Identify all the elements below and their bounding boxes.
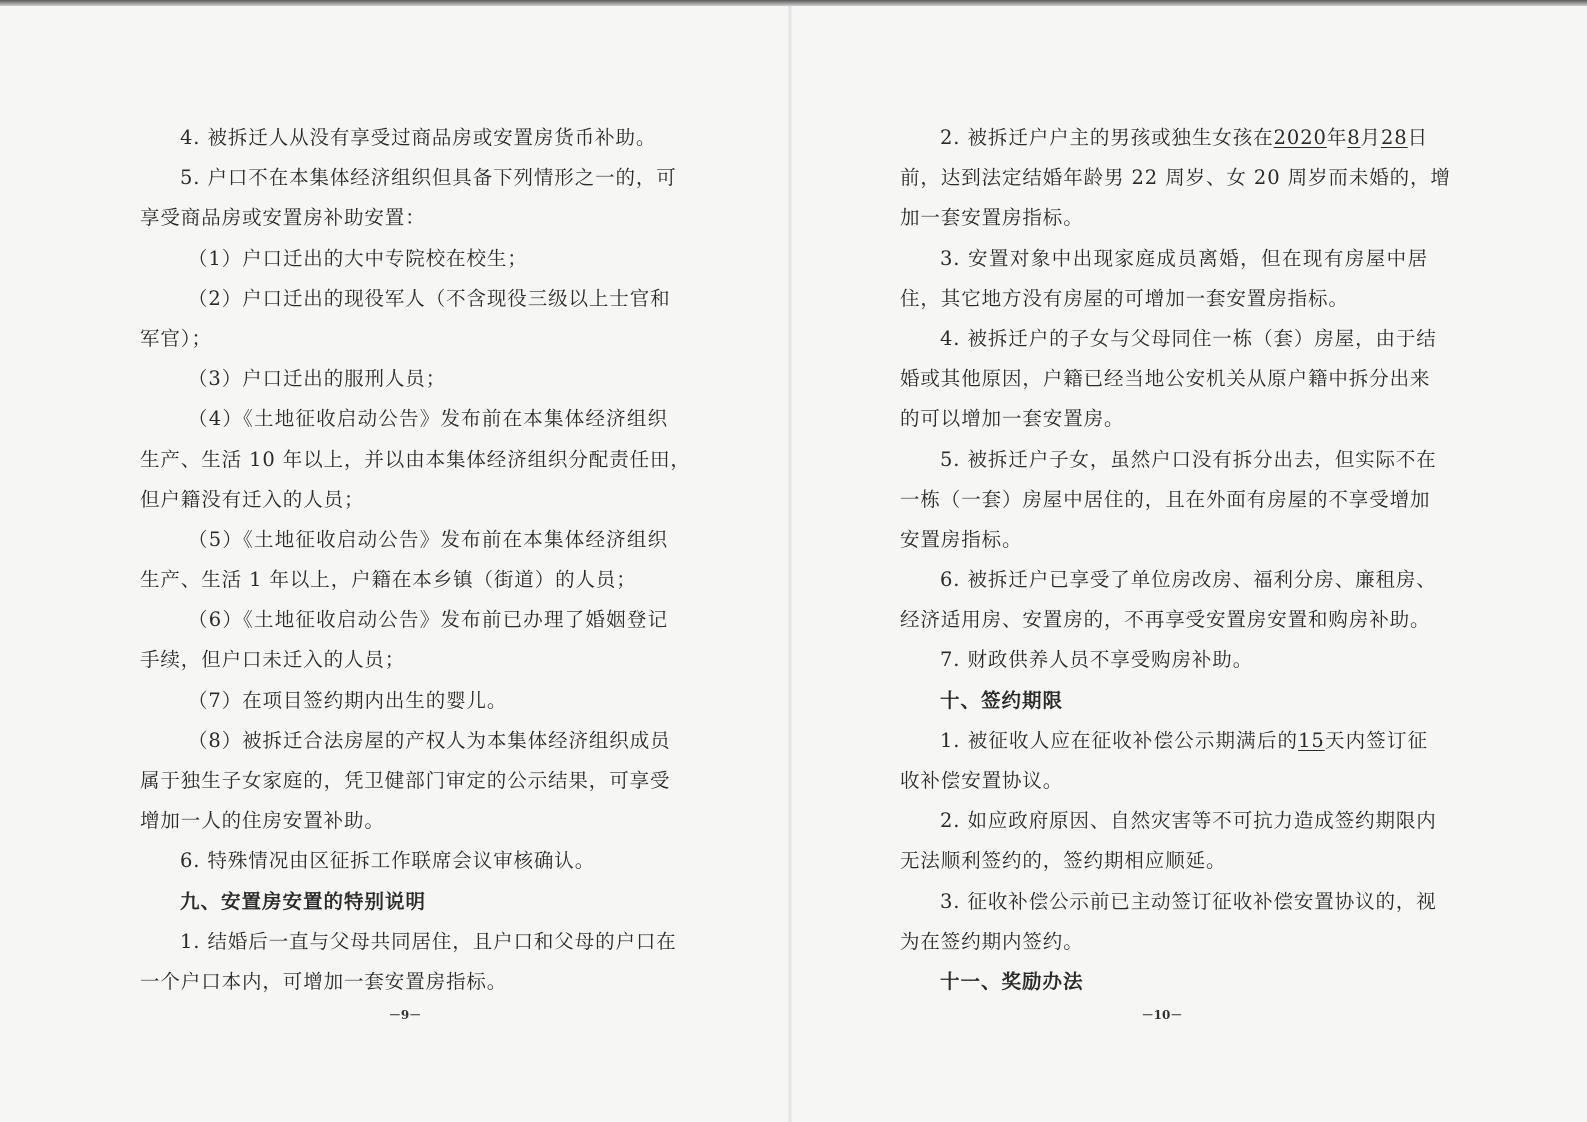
list-item: （2）户口迁出的现役军人（不含现役三级以上士官和: [188, 286, 671, 310]
date-month: 8: [1347, 126, 1361, 149]
list-item: （1）户口迁出的大中专院校在校生；: [188, 246, 528, 270]
paragraph-line: 5. 户口不在本集体经济组织但具备下列情形之一的，可: [180, 166, 677, 190]
list-item: （4）《土地征收启动公告》发布前在本集体经济组织: [188, 407, 668, 431]
paragraph-line: [900, 721, 1428, 761]
paragraph-line: 享受商品房或安置房补助安置：: [140, 206, 426, 230]
paragraph-line: 4. 被拆迁户的子女与父母同住一栋（套）房屋，由于结: [940, 326, 1437, 350]
paragraph-line: 3. 安置对象中出现家庭成员离婚，但在现有房屋中居: [940, 246, 1428, 270]
page-number: －10－: [1141, 1008, 1183, 1022]
paragraph-line: 加一套安置房指标。: [900, 206, 1084, 230]
document-spread: [0, 6, 1587, 1122]
paragraph-line: 属于独生子女家庭的，凭卫健部门审定的公示结果，可享受: [140, 769, 671, 792]
paragraph-line: 婚或其他原因，户籍已经当地公安机关从原户籍中拆分出来: [900, 367, 1431, 391]
paragraph-line: 6. 被拆迁户已享受了单位房改房、福利分房、廉租房、: [940, 568, 1437, 592]
paragraph-line: 增加一人的住房安置补助。: [140, 809, 385, 833]
paragraph-line: 3. 征收补偿公示前已主动签订征收补偿安置协议的，视: [940, 889, 1437, 913]
paragraph-line: 为在签约期内签约。: [900, 929, 1084, 953]
days-value: 15: [1298, 728, 1325, 752]
paragraph-line: 但户籍没有迁入的人员；: [140, 487, 365, 511]
list-item: （6）《土地征收启动公告》发布前已办理了婚姻登记: [188, 608, 668, 632]
paragraph-line: 生产、生活 1 年以上，户籍在本乡镇（街道）的人员；: [140, 568, 637, 592]
line-text: 1. 被征收人应在征收补偿公示期满后的: [940, 728, 1299, 752]
paragraph-line: 4. 被拆迁人从没有享受过商品房或安置房货币补助。: [180, 126, 657, 149]
list-item: （7）在项目签约期内出生的婴儿。: [188, 688, 508, 712]
paragraph-line: 无法顺利签约的，签约期相应顺延。: [900, 849, 1227, 873]
paragraph-line: 住，其它地方没有房屋的可增加一套安置房指标。: [900, 286, 1349, 310]
right-text-column: [900, 118, 1451, 1002]
paragraph-line: 一个户口本内，可增加一套安置房指标。: [140, 969, 508, 993]
paragraph-line: 2. 如应政府原因、自然灾害等不可抗力造成签约期限内: [940, 809, 1437, 833]
paragraph-line: [900, 118, 1428, 158]
date-unit: 日: [1407, 126, 1428, 149]
paragraph-line: 的可以增加一套安置房。: [900, 407, 1125, 431]
paragraph-line: 收补偿安置协议。: [900, 769, 1064, 792]
paragraph-line: 1. 结婚后一直与父母共同居住，且户口和父母的户口在: [180, 929, 677, 953]
page-left: [0, 6, 790, 1122]
paragraph-line: 7. 财政供养人员不享受购房补助。: [940, 648, 1254, 672]
date-unit: 月: [1360, 126, 1381, 149]
paragraph-line: 5. 被拆迁户子女，虽然户口没有拆分出去，但实际不在: [940, 447, 1437, 471]
list-item: （5）《土地征收启动公告》发布前在本集体经济组织: [188, 527, 668, 551]
section-heading: 九、安置房安置的特别说明: [180, 889, 427, 913]
page-right: [790, 6, 1587, 1122]
left-text-column: [140, 118, 691, 1002]
paragraph-line: 军官）；: [140, 326, 212, 350]
date-day: 28: [1380, 126, 1408, 149]
paragraph-line: 生产、生活 10 年以上，并以由本集体经济组织分配责任田，: [140, 447, 691, 471]
paragraph-line: 手续，但户口未迁入的人员；: [140, 648, 406, 672]
page-number: －9－: [388, 1008, 422, 1022]
section-heading: 十、签约期限: [940, 688, 1064, 712]
paragraph-line: 一栋（一套）房屋中居住的，且在外面有房屋的不享受增加: [900, 487, 1431, 511]
line-text: 天内签订征: [1324, 728, 1428, 752]
paragraph-line: 经济适用房、安置房的，不再享受安置房安置和购房补助。: [900, 608, 1431, 632]
date-unit: 年: [1326, 126, 1348, 149]
date-year: 2020: [1273, 126, 1327, 149]
paragraph-line: 6. 特殊情况由区征拆工作联席会议审核确认。: [180, 849, 596, 873]
list-item: （8）被拆迁合法房屋的产权人为本集体经济组织成员: [188, 728, 671, 752]
paragraph-line: 安置房指标。: [900, 527, 1023, 551]
list-item: （3）户口迁出的服刑人员；: [188, 367, 447, 391]
line-text: 2. 被拆迁户户主的男孩或独生女孩在: [940, 126, 1274, 149]
paragraph-line: 前，达到法定结婚年龄男 22 周岁、女 20 周岁而未婚的，增: [900, 166, 1451, 190]
section-heading: 十一、奖励办法: [940, 969, 1084, 993]
